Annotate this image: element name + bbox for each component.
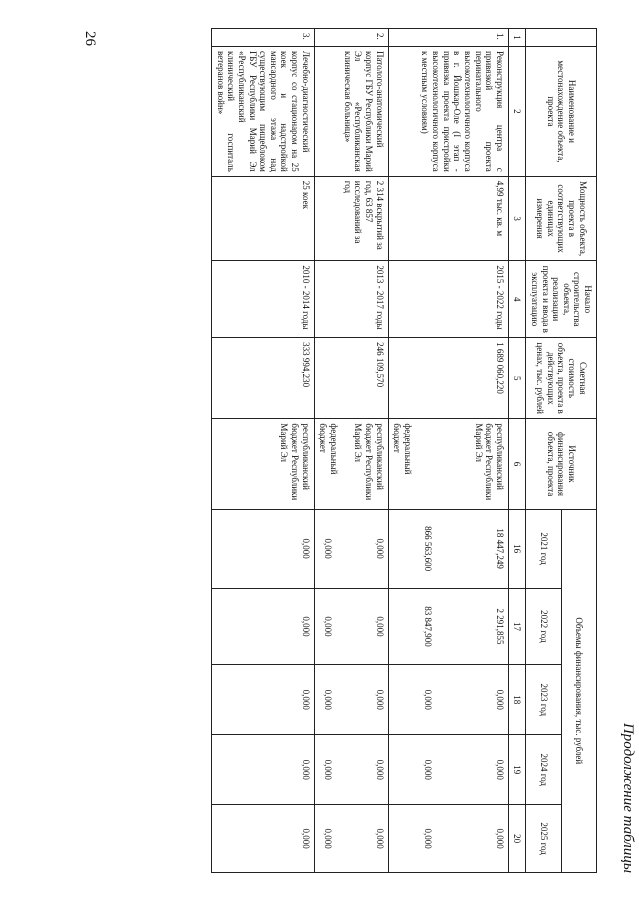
amount: 0,000 — [374, 538, 385, 559]
year-2023-cell: 0,000 — [212, 665, 314, 735]
object-capacity: 25 коек — [212, 176, 314, 261]
year-2024-cell — [388, 735, 508, 805]
column-number: 5 — [508, 338, 526, 419]
column-number: 6 — [508, 419, 526, 509]
header-volumes: Объемы финансирования, тыс. рублей — [561, 509, 596, 872]
year-2021-cell — [388, 509, 508, 588]
header-year: 2021 год — [526, 509, 561, 588]
header-row — [561, 29, 596, 873]
amount: 0,000 — [322, 616, 333, 637]
source-federal: федеральный бюджет — [318, 423, 339, 475]
object-capacity: 4,99 тыс. кв. м — [388, 176, 508, 261]
amount: 0,000 — [422, 828, 433, 849]
amount: 0,000 — [322, 689, 333, 710]
object-start: 2010 - 2014 годы — [212, 261, 314, 338]
year-2022-cell: 0,000 — [212, 588, 314, 665]
column-number: 19 — [508, 735, 526, 805]
header-capacity: Мощность объекта, проекта в соответствующих единицах измерения — [526, 176, 597, 261]
table-row — [388, 29, 508, 873]
table-row — [212, 29, 314, 873]
amount: 0,000 — [494, 759, 505, 780]
object-cost: 246 109,570 — [314, 338, 388, 419]
amount: 2 291,855 — [494, 608, 505, 645]
table-caption: Продолжение таблицы — [620, 722, 636, 873]
header-num — [526, 29, 597, 47]
object-capacity: 2 314 вскрытий за год, 63 857 исследований за год — [314, 176, 388, 261]
amount: 0,000 — [322, 828, 333, 849]
column-number: 3 — [508, 176, 526, 261]
year-2023-cell — [314, 665, 388, 735]
object-start: 2015 - 2022 годы — [388, 261, 508, 338]
funding-source — [388, 419, 508, 509]
page-number: 26 — [82, 31, 98, 46]
column-number: 2 — [508, 47, 526, 177]
year-2022-cell — [388, 588, 508, 665]
source-regional: республиканский бюджет Республики Марий Эл — [353, 423, 385, 501]
object-start: 2013 - 2017 годы — [314, 261, 388, 338]
column-number: 4 — [508, 261, 526, 338]
amount: 0,000 — [322, 759, 333, 780]
year-2021-cell: 0,000 — [212, 509, 314, 588]
column-number: 17 — [508, 588, 526, 665]
amount: 0,000 — [494, 689, 505, 710]
funding-source — [314, 419, 388, 509]
header-year: 2022 год — [526, 588, 561, 665]
year-2025-cell — [388, 805, 508, 873]
header-year: 2024 год — [526, 735, 561, 805]
year-2025-cell — [314, 805, 388, 873]
year-2023-cell — [388, 665, 508, 735]
amount: 0,000 — [374, 828, 385, 849]
object-name: Реконструкция центра с привязкой проекта перинатального высокотехнологичного корпуса в г. Йошкар-Оле (I этап - привязка проекта пристройки высокотехнологичного корпуса к местным условиям) — [388, 47, 508, 177]
year-2024-cell: 0,000 — [212, 735, 314, 805]
amount: 0,000 — [322, 538, 333, 559]
row-number: 3. — [212, 29, 314, 47]
amount: 0,000 — [422, 689, 433, 710]
object-cost: 333 994,230 — [212, 338, 314, 419]
row-number: 2. — [314, 29, 388, 47]
amount: 0,000 — [374, 759, 385, 780]
header-start: Начало строительства объекта, реализации проекта и ввода в эксплуатацию — [526, 261, 597, 338]
object-name: Лечебно-диагностический корпус со стационаром на 25 коек и надстройкой мансардного этажа над существующим пищеблоком ГБУ Республики Марий Эл «Республиканский клинический госпиталь ветеранов войн» — [212, 47, 314, 177]
object-cost: 1 689 060,220 — [388, 338, 508, 419]
amount: 18 447,249 — [494, 528, 505, 569]
column-number: 18 — [508, 665, 526, 735]
header-source: Источник финансирования объекта, проекта — [526, 419, 597, 509]
table-row — [314, 29, 388, 873]
amount: 0,000 — [494, 828, 505, 849]
amount: 0,000 — [374, 616, 385, 637]
column-number: 20 — [508, 805, 526, 873]
year-2024-cell — [314, 735, 388, 805]
amount: 83 847,900 — [422, 606, 433, 647]
year-2025-cell: 0,000 — [212, 805, 314, 873]
financing-table — [211, 28, 597, 873]
header-name: Наименование и местонахождение объекта, проекта — [526, 47, 597, 177]
header-year: 2023 год — [526, 665, 561, 735]
amount: 0,000 — [422, 759, 433, 780]
amount: 0,000 — [374, 689, 385, 710]
year-2022-cell — [314, 588, 388, 665]
year-2021-cell — [314, 509, 388, 588]
column-number: 1 — [508, 29, 526, 47]
column-numbers-row — [508, 29, 526, 873]
object-name: Патолого-анатомический корпус ГБУ Республики Марий Эл «Республиканская клиническая больница» — [314, 47, 388, 177]
funding-source: республиканский бюджет Республики Марий Эл — [212, 419, 314, 509]
column-number: 16 — [508, 509, 526, 588]
header-cost: Сметная стоимость объекта, проекта в действующих ценах, тыс. рублей — [526, 338, 597, 419]
source-regional: республиканский бюджет Республики Марий Эл — [473, 423, 505, 501]
source-federal: федеральный бюджет — [392, 423, 413, 475]
row-number: 1. — [388, 29, 508, 47]
amount: 866 563,600 — [422, 526, 433, 572]
header-year: 2025 год — [526, 805, 561, 873]
